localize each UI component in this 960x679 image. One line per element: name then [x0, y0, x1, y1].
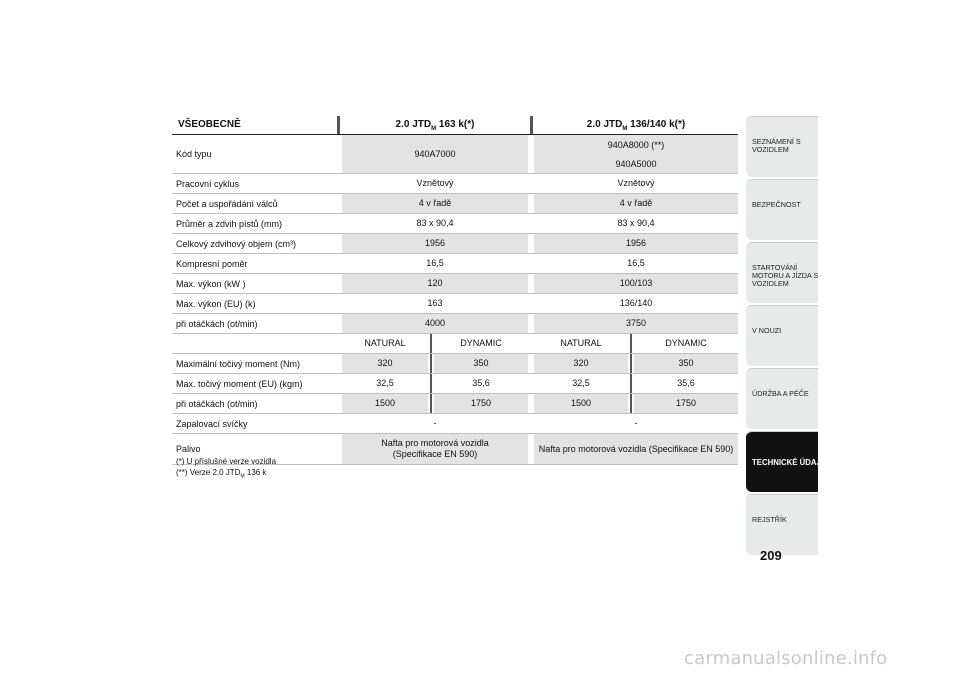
tab-udrzba-a-pece[interactable]	[746, 368, 818, 429]
row-label: Počet a uspořádání válců	[176, 198, 278, 209]
table-row	[172, 214, 738, 234]
tab-label: BEZPEČNOST	[752, 200, 801, 209]
mode-dynamic-label: DYNAMIC	[665, 338, 707, 348]
mode-header-row	[172, 334, 738, 354]
cell-value: 120	[342, 274, 528, 293]
row-label: při otáčkách (ot/min)	[176, 318, 258, 329]
row-label: Max. výkon (EU) (k)	[176, 298, 256, 309]
cell-value: 35,6	[472, 378, 490, 388]
mode-divider	[430, 334, 432, 353]
mode-natural-label: NATURAL	[560, 338, 602, 348]
mode-natural-label: NATURAL	[364, 338, 406, 348]
tab-label: TECHNICKÉ ÚDAJE	[752, 458, 827, 467]
table-row	[172, 414, 738, 434]
cell-value: Nafta pro motorová vozidla (Specifikace EN 590)	[534, 434, 738, 464]
tab-label: V NOUZI	[752, 326, 782, 335]
table-row	[172, 234, 738, 254]
cell-value: 83 x 90,4	[416, 218, 454, 228]
mode-divider	[630, 394, 632, 413]
tab-label: REJSTŘÍK	[752, 515, 787, 524]
footnote: (*) U příslušné verze vozidla	[176, 457, 277, 466]
footnote: (**) Verze 2.0 $JTD_M$ 136 k	[176, 468, 267, 480]
table-row	[172, 294, 738, 314]
cell-value: 1500	[534, 394, 628, 413]
cell-value: 136/140	[619, 298, 653, 308]
row-label: Maximální točivý moment (Nm)	[176, 358, 301, 369]
cell-value: 1956	[342, 234, 528, 253]
cell-value: -	[634, 418, 638, 428]
cell-value: Vznětový	[617, 178, 655, 188]
cell-value: 320	[342, 354, 428, 373]
table-header	[172, 116, 738, 135]
row-label: Průměr a zdvih pístů (mm)	[176, 218, 283, 229]
row-label: při otáčkách (ot/min)	[176, 398, 258, 409]
mode-divider	[630, 354, 632, 373]
row-label: Kompresní poměr	[176, 258, 248, 269]
chapter-tabs	[746, 116, 827, 557]
cell-value: 32,5	[376, 378, 394, 388]
cell-value: Vznětový	[416, 178, 454, 188]
cell-value: Nafta pro motorová vozidla (Specifikace EN 590)	[342, 434, 528, 464]
cell-value: 1500	[342, 394, 428, 413]
footnotes	[176, 456, 276, 483]
tab-v-nouzi[interactable]	[746, 305, 818, 366]
page-number: 209	[760, 548, 782, 563]
tab-rejstrik[interactable]	[746, 494, 818, 555]
row-label: Palivo	[176, 444, 201, 454]
cell-value: 35,6	[677, 378, 695, 388]
cell-value: 940A5000	[534, 154, 738, 173]
cell-value: 940A8000 (**)	[534, 135, 738, 155]
table-row	[172, 194, 738, 214]
header-general: VŠEOBECNĚ	[178, 119, 241, 130]
spec-table	[172, 116, 738, 465]
tab-seznameni-s-vozidlem[interactable]	[746, 116, 818, 177]
cell-value: 1750	[634, 394, 738, 413]
mode-divider	[430, 354, 432, 373]
column-divider	[337, 116, 340, 134]
cell-value: 940A7000	[342, 135, 528, 173]
column-divider	[530, 116, 533, 134]
mode-divider	[430, 374, 432, 393]
cell-value: 350	[634, 354, 738, 373]
watermark: carmanualsonline.info	[684, 648, 888, 669]
cell-value: 1956	[534, 234, 738, 253]
table-row	[172, 174, 738, 194]
row-label: Kód typu	[176, 149, 212, 159]
cell-value: 350	[434, 354, 528, 373]
mode-divider	[630, 334, 632, 353]
table-row	[172, 374, 738, 394]
header-engine-163: 2.0 $JTD_M$ 163 k(*)	[395, 119, 475, 132]
table-row	[172, 274, 738, 294]
row-label: Zapalovací svíčky	[176, 418, 248, 429]
table-row	[172, 254, 738, 274]
mode-divider	[430, 394, 432, 413]
row-label: Pracovní cyklus	[176, 178, 240, 189]
cell-value: 3750	[534, 314, 738, 333]
row-label: Celkový zdvihový objem (cm³)	[176, 238, 297, 249]
mode-divider	[630, 374, 632, 393]
cell-value: 83 x 90,4	[617, 218, 655, 228]
tab-technicke-udaje[interactable]	[746, 431, 827, 492]
cell-value: 32,5	[572, 378, 590, 388]
tab-label: SEZNÁMENÍ S VOZIDLEM	[752, 137, 801, 154]
cell-value: 1750	[434, 394, 528, 413]
cell-value: 16,5	[627, 258, 645, 268]
tab-bezpecnost[interactable]	[746, 179, 818, 240]
cell-value: 163	[427, 298, 443, 308]
table-row	[172, 135, 738, 174]
table-row	[172, 314, 738, 334]
table-row	[172, 394, 738, 414]
tab-startovani-motoru[interactable]	[746, 242, 818, 303]
cell-value: 320	[534, 354, 628, 373]
cell-value: 4 v řadě	[342, 194, 528, 213]
cell-value: 4000	[342, 314, 528, 333]
table-row	[172, 354, 738, 374]
tab-label: STARTOVÁNÍ MOTORU A JÍZDA S VOZIDLEM	[752, 263, 819, 288]
mode-dynamic-label: DYNAMIC	[460, 338, 502, 348]
cell-value: 100/103	[534, 274, 738, 293]
cell-value: 16,5	[426, 258, 444, 268]
row-label: Max. točivý moment (EU) (kgm)	[176, 378, 303, 389]
tab-label: ÚDRŽBA A PÉČE	[752, 389, 809, 398]
cell-value: 4 v řadě	[534, 194, 738, 213]
cell-value: -	[433, 418, 437, 428]
header-engine-136-140: 2.0 $JTD_M$ 136/140 k(*)	[586, 119, 686, 132]
row-label: Max. výkon (kW )	[176, 278, 246, 289]
